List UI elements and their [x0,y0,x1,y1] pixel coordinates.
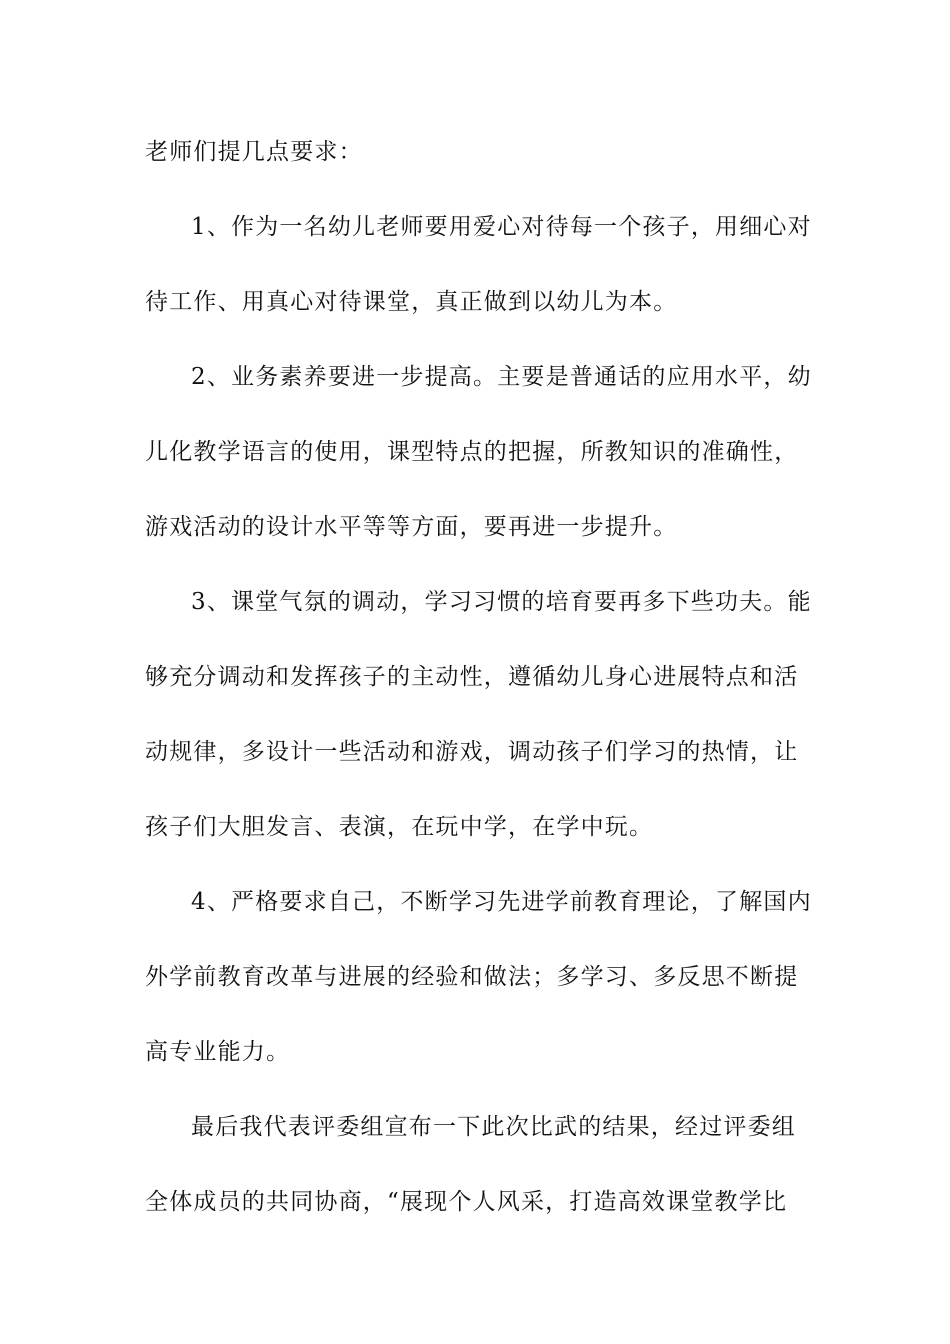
text-line-11: 4、严格要求自己，不断学习先进学前教育理论，了解国内 [191,889,812,915]
text-line-5: 儿化教学语言的使用，课型特点的把握，所教知识的准确性， [145,439,799,465]
text-line-3: 待工作、用真心对待课堂，真正做到以幼儿为本。 [145,289,678,315]
text-line-15: 全体成员的共同协商，“展现个人风采，打造高效课堂教学比 [145,1189,788,1215]
text-line-1: 老师们提几点要求： [145,139,363,165]
text-line-7: 3、课堂气氛的调动，学习习惯的培育要再多下些功夫。能 [191,589,812,615]
text-line-9: 动规律，多设计一些活动和游戏，调动孩子们学习的热情，让 [145,739,799,765]
text-line-12: 外学前教育改革与进展的经验和做法；多学习、多反思不断提 [145,964,799,990]
text-line-14: 最后我代表评委组宣布一下此次比武的结果，经过评委组 [191,1114,796,1140]
text-line-4: 2、业务素养要进一步提高。主要是普通话的应用水平，幼 [191,364,812,390]
text-line-2: 1、作为一名幼儿老师要用爱心对待每一个孩子，用细心对 [191,214,812,240]
text-line-6: 游戏活动的设计水平等等方面，要再进一步提升。 [145,514,678,540]
text-line-10: 孩子们大胆发言、表演，在玩中学，在学中玩。 [145,814,654,840]
text-line-13: 高专业能力。 [145,1039,291,1065]
text-line-8: 够充分调动和发挥孩子的主动性，遵循幼儿身心进展特点和活 [145,664,799,690]
